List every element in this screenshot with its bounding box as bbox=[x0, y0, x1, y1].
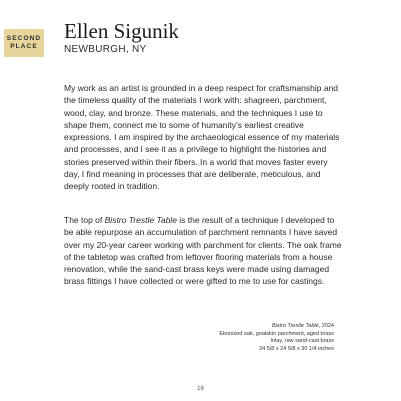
caption-materials-2: inlay, raw sand-cast brass bbox=[270, 338, 334, 344]
artwork-caption bbox=[174, 323, 334, 353]
badge-line-2: PLACE bbox=[10, 43, 38, 50]
paragraph-2-artwork-title: Bistro Trestle Table bbox=[104, 215, 177, 225]
caption-dimensions: 24 5/8 x 24 5/8 x 30 1/4 inches bbox=[259, 345, 334, 352]
caption-title-line bbox=[174, 323, 334, 331]
caption-title: Bistro Trestle Table bbox=[271, 323, 319, 329]
paragraph-2-intro: The top of bbox=[64, 215, 105, 225]
paragraph-2-body: is the result of a technique I developed to be able repurpose an accumulation of parchment remnants I have saved over my 20-year career working with parchment for clients. The oak frame of the tabletop was crafted from leftover flooring materials from a house renovation, while the sand-cast brass keys were made using damaged brass fittings I have collected or were gifted to me to use for castings. bbox=[64, 215, 342, 287]
statement-paragraph-1: My work as an artist is grounded in a deep respect for craftsmanship and the timeless quality of the materials I work with: shagreen, parchment, wood, clay, and bronze. These materials, and the techniques I use to shape them, connect me to some of humanity’s earliest creative expressions. I am inspired by the archaeological essence of my materials and processes, and I see it as a privilege to highlight the histories and stories preserved within their fibers. In a world that moves faster every day, I find meaning in processes that are deliberate, meticulous, and deeply rooted in tradition. bbox=[64, 83, 340, 192]
statement-paragraph-2 bbox=[64, 214, 342, 288]
caption-materials-1: Ebonized oak, goatskin parchment, aged brass bbox=[219, 330, 334, 337]
badge-line-1: SECOND bbox=[6, 35, 42, 42]
artist-name: Ellen Sigunik bbox=[64, 19, 179, 43]
artist-location: NEWBURGH, NY bbox=[64, 44, 147, 55]
caption-year: , 2024 bbox=[318, 323, 334, 329]
page-number: 16 bbox=[197, 386, 204, 392]
award-badge bbox=[4, 29, 44, 57]
